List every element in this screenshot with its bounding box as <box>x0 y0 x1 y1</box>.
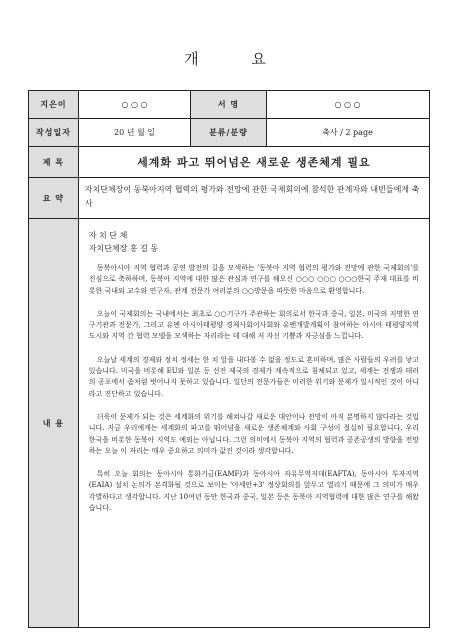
paragraph: 더욱이 문제가 되는 것은 세계화의 위기를 해쳐나갈 새로운 대안이나 전망이 아직 분명하지 않다라는 것입니다. 지금 우리에게는 세계화의 파고를 뛰어넘을 새로운 생존체계와 사회 구성이 절실히 필요합니다. 우리 한국을 비롯한 동북아 지역도 예외는 아닙니다. 그런 의미에서 동북아 지역의 협력과 공존공생의 방향을 전망하는 오늘 이 자리는 매우 중요하고 의미가 값진 것이라 생각합니다. <box>88 412 419 455</box>
greeting <box>89 229 158 255</box>
paragraph: 오늘이 국제회의는 국내에서는 최초로 ○○기구가 주관하는 회의로서 한국과 중국, 일본, 미국의 저명한 연구기관과 전문가, 그리고 유엔 아시아태평양 경제사회이사회와 유엔개발계획이 참여하는 아시아 태평양지역 도시와 지역 간 협력 모델을 모색하는 자리라는 데 대해 저 자신 기쁨과 자긍심을 느낍니다. <box>88 309 419 341</box>
subject-value: 세계화 파고 뛰어넘은 새로운 생존체계 필요 <box>137 156 371 169</box>
date-value: 20 년 월 일 <box>79 119 191 146</box>
subject-row <box>29 147 429 178</box>
speaker-value: ○ ○ ○ <box>79 91 191 118</box>
page-title: 개 요 <box>184 50 290 68</box>
type-label: 분류/분량 <box>191 119 267 146</box>
subject-label: 제 목 <box>29 147 79 177</box>
paragraph: 특히 오늘 회의는 동아시아 통화기금(EAMF)과 동아시아 자유무역지대(EAFTA), 동아시아 투자지역(EAIA) 설치 논의가 본격화될 것으로 보이는 '아세안+3' 정상회의를 앞두고 열리기 때문에 그 의미가 매우 각별하다고 생각합니다. 지난 10여년 동안 한국과 중국, 일본 등은 동북아 지역협력에 대한 많은 연구를 해왔습니다. <box>88 470 419 513</box>
overview-form <box>28 90 430 628</box>
summary-label: 요 약 <box>29 178 79 218</box>
category-label: 서 명 <box>191 91 267 118</box>
date-label: 작성일자 <box>29 119 79 146</box>
content-row <box>29 219 429 627</box>
paragraph: 오늘날 세계의 경제와 정치 정세는 한 치 앞을 내다볼 수 없을 정도로 혼미하며, 많은 사람들의 우려를 낳고 있습니다. 미국을 비롯해 EU와 일본 등 선진 제국의 경제가 계속적으로 침체되고 있고, 세계는 전쟁과 테러의 공포에서 좀처럼 벗어나지 못하고 있습니다. 일단의 전문가들은 이러한 위기와 문제가 일시적인 것이 아니라고 진단하고 있습니다. <box>88 355 419 398</box>
type-value: 축사 / 2 page <box>322 128 373 137</box>
meta-row-2 <box>29 119 429 147</box>
summary-row <box>29 178 429 219</box>
category-value: ○ ○ ○ <box>334 100 361 109</box>
content-body <box>79 219 429 627</box>
paragraph: 동북아시아 지역 협력과 공연 발전의 길을 모색하는 '동북아 지역 협력의 평가와 전망에 관한 국제회의'를 진심으로 축하하며, 동북아 지역에 대한 많은 관심과 연구를 해오신 ○○○ ○○○ ○○○한국 주재 대표를 비롯한 국내외 교수와 연구자, 관계 전문가 여러분의 ○○방문을 따뜻한 마음으로 환영합니다. <box>88 264 419 295</box>
speaker-label: 지은이 <box>29 91 79 118</box>
meta-row-1 <box>29 91 429 119</box>
greeting-name: 자치단체장 홍 길 동 <box>88 244 159 253</box>
greeting-org: 자 치 단 체 <box>88 231 128 240</box>
content-label: 내 용 <box>29 219 79 627</box>
summary-value: 자치단체장이 동북아지역 협력의 평가와 전망에 관한 국제회의에 참석한 관계자와 내빈들에게 축사 <box>84 185 420 208</box>
